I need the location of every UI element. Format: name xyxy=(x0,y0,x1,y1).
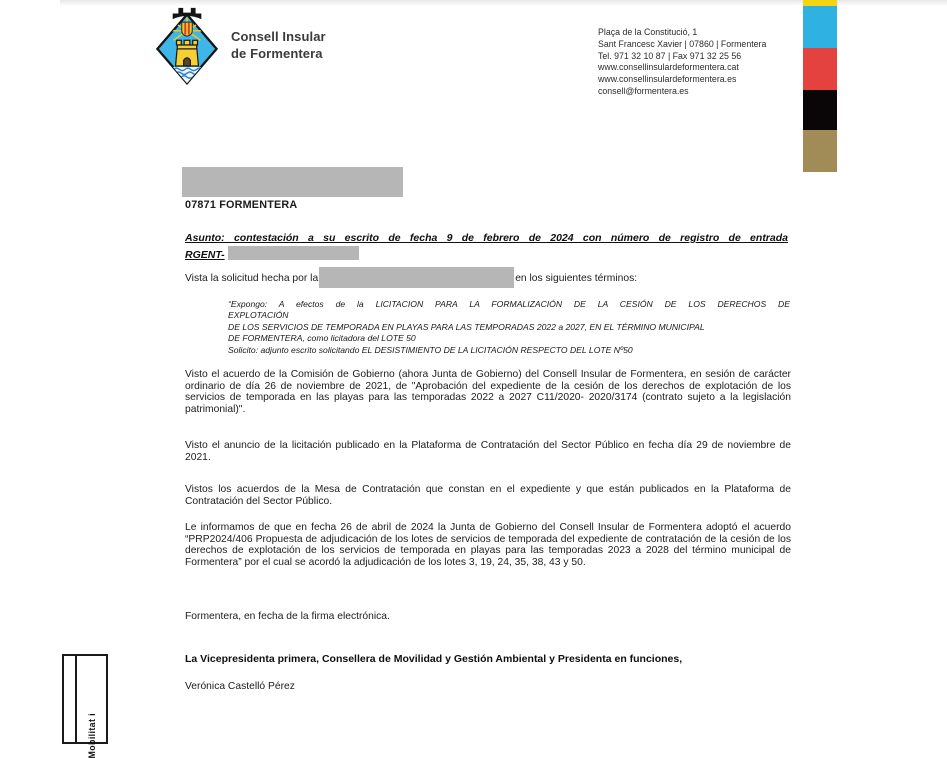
closing-line: Formentera, en fecha de la firma electrónica. xyxy=(185,611,390,622)
subject-line2 xyxy=(185,246,788,263)
side-tab-label-column xyxy=(77,656,106,758)
quote-line: DE LOS SERVICIOS DE TEMPORADA EN PLAYAS PARA LAS TEMPORADAS 2022 a 2027, EN EL TÉRMINO MUNICIPAL xyxy=(228,321,705,332)
redacted-registry-number xyxy=(228,246,359,260)
contact-line-phone: Tel. 971 32 10 87 | Fax 971 32 25 56 xyxy=(598,50,742,61)
side-department-tab xyxy=(62,654,108,758)
subject-line1: Asunto: contestación a su escrito de fecha 9 de febrero de 2024 con número de registro de entrada xyxy=(185,232,788,244)
contact-line-email: consell@formentera.es xyxy=(598,85,689,96)
body-paragraph-1: Visto el acuerdo de la Comisión de Gobierno (ahora Junta de Gobierno) del Consell Insular de Formentera, en sesión de carácter ordinario de día 26 de noviembre de 2021, de "Aprobación del expediente de la cesión de los derechos de explotación de los servicios de temporada en las playas para las temporadas 2022 a 2027 C11/2020- 2020/3174 (contrato sujeto a la legislación patrimonial)". xyxy=(185,369,791,415)
side-tab-empty-column xyxy=(64,656,77,742)
quoted-request-block xyxy=(228,299,790,356)
contact-line-address: Plaça de la Constitució, 1 xyxy=(598,27,698,37)
contact-line-web-cat: www.consellinsulardeformentera.cat xyxy=(598,62,739,73)
signature-title: La Vicepresidenta primera, Consellera de Movilidad y Gestión Ambiental y Presidenta en funciones, xyxy=(185,653,683,665)
redacted-recipient-block xyxy=(182,167,403,197)
corporate-color-bar xyxy=(803,0,837,172)
contact-line-city: Sant Francesc Xavier | 07860 | Formentera xyxy=(598,38,767,49)
body-paragraph-4: Le informamos de que en fecha 26 de abril de 2024 la Junta de Gobierno del Consell Insular de Formentera adoptó el acuerdo “PRP2024/406 Propuesta de adjudicación de los lotes de servicios de temporada del expediente de contratación de la cesión de los derechos de explotación de los servicios de temporada en playas para las temporadas 2023 a 2028 del término municipal de Formentera” por el cual se acordó la adjudicación de los lotes 3, 19, 24, 35, 38, 43 y 50. xyxy=(185,522,791,568)
color-bar-segment-black xyxy=(803,90,837,130)
quote-line: DE FORMENTERA, como licitadora del LOTE 50 xyxy=(228,333,416,344)
quote-line: EXPLOTACIÓN xyxy=(228,310,289,321)
redacted-applicant-name xyxy=(319,267,514,288)
contact-line-web-es: www.consellinsulardeformentera.es xyxy=(598,74,737,85)
color-bar-segment-cyan xyxy=(803,6,837,48)
contact-block xyxy=(598,27,766,98)
brand-line2: de Formentera xyxy=(231,46,323,61)
color-bar-segment-gold xyxy=(803,130,837,172)
registry-number-prefix: RGENT- xyxy=(185,249,225,261)
subject-heading xyxy=(185,230,788,263)
quote-line: Solicito: adjunto escrito solicitando EL DESISTIMIENTO DE LA LICITACIÓN RESPECTO DEL LOTE Nº50 xyxy=(228,344,633,355)
recipient-postal-city: 07871 FORMENTERA xyxy=(185,199,298,211)
intro-suffix: en los siguientes términos: xyxy=(515,273,638,284)
color-bar-segment-red xyxy=(803,48,837,90)
intro-prefix: Vista la solicitud hecha por la xyxy=(185,273,319,284)
body-paragraph-3: Vistos los acuerdos de la Mesa de Contratación que constan en el expediente y que están publicados en la Plataforma de Contratación del Sector Público. xyxy=(185,484,791,507)
side-tab-label: Mobilitat i xyxy=(86,712,97,758)
body-paragraph-2: Visto el anuncio de la licitación publicado en la Plataforma de Contratación del Sector Público en fecha día 29 de noviembre de 2021. xyxy=(185,440,791,463)
quote-line: “Expongo: A efectos de la LICITACION PARA LA FORMALIZACIÓN DE LA CESIÓN DE LOS DERECHOS DE xyxy=(228,299,790,309)
brand-line1: Consell Insular xyxy=(231,29,326,44)
signature-name: Verónica Castelló Pérez xyxy=(185,681,295,692)
brand-name xyxy=(231,28,326,62)
intro-line xyxy=(185,267,791,288)
formentera-crest-icon xyxy=(149,4,225,88)
